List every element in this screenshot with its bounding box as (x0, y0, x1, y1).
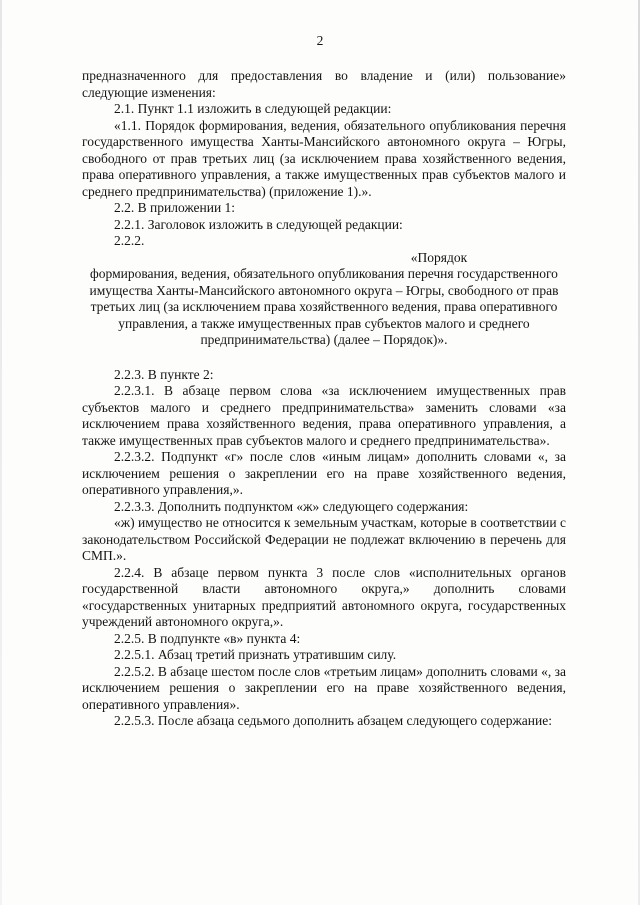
paragraph: 2.2.2. (114, 233, 145, 248)
paragraph: 2.2.1. Заголовок изложить в следующей редакции: (114, 216, 403, 232)
paragraph: «1.1. Порядок формирования, ведения, обязательного опубликования перечня государственного имущества Ханты-Мансийского автономного округа – Югры, свободного от прав третьих лиц (за исключением права хозяйственного ведения, права оперативного управления, а также имущественных прав субъектов малого и среднего предпринимательства) (приложение 1).». (82, 117, 566, 199)
paragraph: предназначенного для предоставления во владение и (или) пользование» следующие изменения: (82, 68, 566, 100)
paragraph: 2.2. В приложении 1: (114, 200, 236, 215)
paragraph: 2.2.4. В абзаце первом пункта 3 после слов «исполнительных органов государственной власти автономного округа,» дополнить словами «государственных унитарных предприятий автономного округа, государственных учреждений автономного округа,». (82, 564, 566, 629)
paragraph: 2.2.3.3. Дополнить подпунктом «ж» следующего содержания: (114, 498, 469, 514)
paragraph: 2.2.5.1. Абзац третий признать утратившим силу. (114, 647, 397, 662)
paragraph: 2.2.5.2. В абзаце шестом после слов «третьим лицам» дополнить словами «, за исключением решения о закреплении его на праве хозяйственного ведения, оперативного управления». (82, 663, 566, 712)
paragraph: «ж) имущество не относится к земельным участкам, которые в соответствии с законодательством Российской Федерации не подлежат включению в перечень для СМП.». (82, 515, 566, 563)
paragraph: 2.2.3.2. Подпункт «г» после слов «иным лицам» дополнить словами «, за исключением решения о закреплении его на праве хозяйственного ведения, оперативного управления,». (82, 449, 566, 497)
spacer (82, 349, 566, 367)
scan-edge-left (0, 0, 2, 905)
paragraph: 2.2.5.3. После абзаца седьмого дополнить абзацем следующего содержание: (114, 713, 552, 728)
heading-title: «Порядок (410, 249, 468, 265)
heading-body: формирования, ведения, обязательного опубликования перечня государственного имущества Ханты-Мансийского автономного округа – Югры, свободного от прав третьих лиц (за исключением права хозяйственного ведения, права оперативного управления, а также имущественных прав субъектов малого и среднего предпринимательства) (далее – Порядок)». (89, 266, 559, 347)
paragraph: 2.2.5. В подпункте «в» пункта 4: (114, 630, 301, 646)
document-body (82, 68, 566, 730)
paragraph: 2.2.3.1. В абзаце первом слова «за исключением имущественных прав субъектов малого и среднего предпринимательства» заменить словами «за исключением права хозяйственного ведения, права оперативного управления, а также имущественных прав субъектов малого и среднего предпринимательства». (82, 383, 566, 448)
page-number: 2 (316, 33, 324, 48)
paragraph: 2.1. Пункт 1.1 изложить в следующей редакции: (114, 101, 392, 116)
paragraph: 2.2.3. В пункте 2: (114, 366, 214, 382)
